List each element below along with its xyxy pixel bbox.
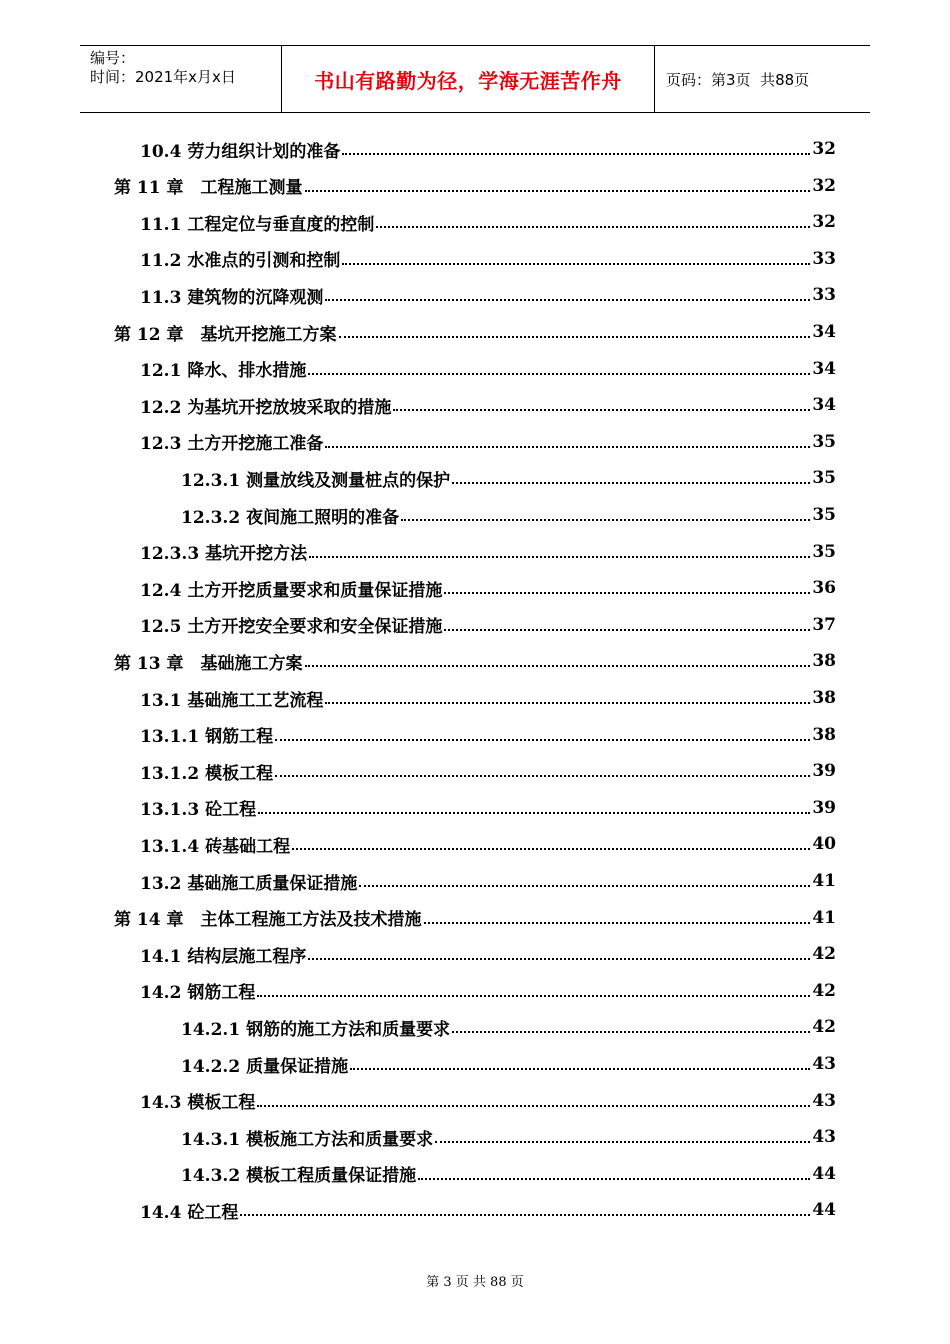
page-header bbox=[80, 45, 870, 113]
toc-entry[interactable] bbox=[140, 570, 836, 606]
toc-dot-leader bbox=[452, 468, 810, 488]
toc-entry-title: 14.3 模板工程 bbox=[140, 1093, 256, 1114]
toc-entry-page: 33 bbox=[812, 285, 836, 306]
toc-entry-title: 12.3.3 基坑开挖方法 bbox=[140, 544, 308, 565]
toc-entry-title: 12.2 为基坑开挖放坡采取的措施 bbox=[140, 397, 392, 418]
toc-entry[interactable] bbox=[140, 936, 836, 972]
toc-entry[interactable] bbox=[140, 424, 836, 460]
toc-dot-leader bbox=[424, 908, 811, 928]
toc-dot-leader bbox=[452, 1017, 810, 1037]
toc-entry-page: 35 bbox=[812, 541, 836, 562]
toc-entry[interactable] bbox=[181, 460, 836, 496]
toc-entry-page: 44 bbox=[812, 1200, 836, 1221]
header-page-info-text: 页码：第3页 共88页 bbox=[666, 70, 810, 89]
toc-entry[interactable] bbox=[140, 241, 836, 277]
header-time-label: 时间：2021年x月x日 bbox=[90, 68, 236, 86]
toc-entry-title: 第 14 章 主体工程施工方法及技术措施 bbox=[114, 910, 422, 931]
toc-entry-page: 39 bbox=[812, 761, 836, 782]
toc-entry-page: 32 bbox=[812, 175, 836, 196]
toc-dot-leader bbox=[325, 285, 810, 305]
toc-dot-leader bbox=[401, 505, 810, 525]
toc-entry[interactable] bbox=[140, 753, 836, 789]
toc-entry-title: 11.1 工程定位与垂直度的控制 bbox=[140, 214, 375, 235]
toc-entry-page: 43 bbox=[812, 1054, 836, 1074]
toc-dot-leader bbox=[418, 1164, 810, 1184]
toc-dot-leader bbox=[444, 615, 810, 635]
toc-entry-title: 13.1.1 钢筋工程 bbox=[140, 727, 274, 748]
toc-entry-page: 32 bbox=[812, 212, 836, 233]
toc-dot-leader bbox=[350, 1054, 810, 1074]
toc-entry-page: 42 bbox=[812, 980, 836, 1001]
toc-entry-title: 13.1.4 砖基础工程 bbox=[140, 836, 291, 857]
toc-entry[interactable] bbox=[181, 1119, 836, 1155]
toc-entry-page: 42 bbox=[812, 1017, 836, 1038]
toc-entry-page: 35 bbox=[812, 468, 836, 489]
toc-entry-page: 41 bbox=[812, 871, 836, 891]
toc-dot-leader bbox=[257, 1091, 810, 1111]
toc-entry-page: 34 bbox=[812, 322, 836, 342]
toc-entry-title: 13.2 基础施工质量保证措施 bbox=[140, 873, 358, 894]
toc-entry-page: 39 bbox=[812, 797, 836, 818]
toc-dot-leader bbox=[257, 981, 810, 1001]
toc-dot-leader bbox=[444, 578, 810, 598]
toc-entry[interactable] bbox=[140, 863, 836, 899]
toc-entry-page: 32 bbox=[812, 139, 836, 159]
toc-entry-page: 38 bbox=[812, 651, 836, 672]
header-page-info bbox=[666, 45, 866, 113]
toc-dot-leader bbox=[275, 725, 810, 745]
toc-entry-page: 35 bbox=[812, 505, 836, 525]
toc-entry[interactable] bbox=[114, 900, 836, 936]
toc-entry-title: 14.2 钢筋工程 bbox=[140, 983, 256, 1004]
toc-entry-title: 12.3.2 夜间施工照明的准备 bbox=[181, 507, 400, 528]
header-motto: 书山有路勤为径，学海无涯苦作舟 bbox=[314, 68, 622, 93]
toc-dot-leader bbox=[258, 798, 810, 818]
toc-entry-title: 11.3 建筑物的沉降观测 bbox=[140, 287, 324, 308]
toc-entry-title: 11.2 水准点的引测和控制 bbox=[140, 251, 341, 272]
toc-entry[interactable] bbox=[140, 826, 836, 862]
toc-dot-leader bbox=[435, 1127, 810, 1147]
toc-dot-leader bbox=[308, 359, 810, 379]
toc-dot-leader bbox=[325, 688, 810, 708]
toc-dot-leader bbox=[292, 834, 810, 854]
toc-entry-page: 40 bbox=[812, 834, 836, 855]
toc-entry-page: 41 bbox=[812, 907, 836, 928]
toc-entry[interactable] bbox=[140, 351, 836, 387]
toc-entry-title: 14.4 砼工程 bbox=[140, 1202, 239, 1223]
toc-entry[interactable] bbox=[140, 1083, 836, 1119]
toc-entry-title: 第 11 章 工程施工测量 bbox=[114, 178, 303, 199]
toc-dot-leader bbox=[305, 176, 811, 196]
toc-dot-leader bbox=[339, 322, 811, 342]
toc-entry[interactable] bbox=[114, 643, 836, 679]
toc-dot-leader bbox=[376, 212, 810, 232]
toc-entry[interactable] bbox=[140, 534, 836, 570]
toc-entry-title: 13.1 基础施工工艺流程 bbox=[140, 690, 324, 711]
header-divider bbox=[654, 45, 655, 113]
page-footer: 第 3 页 共 88 页 bbox=[426, 1275, 524, 1290]
toc-entry-title: 13.1.3 砼工程 bbox=[140, 800, 257, 821]
toc-dot-leader bbox=[305, 651, 811, 671]
toc-entry-title: 第 12 章 基坑开挖施工方案 bbox=[114, 324, 337, 345]
toc-entry-page: 34 bbox=[812, 395, 836, 416]
toc-entry-title: 14.3.1 模板施工方法和质量要求 bbox=[181, 1129, 434, 1150]
toc-entry-title: 第 13 章 基础施工方案 bbox=[114, 653, 303, 674]
toc-entry-page: 43 bbox=[812, 1127, 836, 1148]
toc-entry-page: 38 bbox=[812, 688, 836, 708]
toc-entry[interactable] bbox=[140, 973, 836, 1009]
toc-dot-leader bbox=[325, 432, 810, 452]
toc-entry-page: 33 bbox=[812, 248, 836, 269]
toc-dot-leader bbox=[240, 1200, 810, 1220]
toc-entry-title: 12.1 降水、排水措施 bbox=[140, 361, 307, 382]
toc-entry[interactable] bbox=[140, 387, 836, 423]
toc-entry-page: 34 bbox=[812, 358, 836, 379]
toc-entry-title: 14.2.2 质量保证措施 bbox=[181, 1056, 349, 1077]
toc-entry[interactable] bbox=[140, 790, 836, 826]
toc-dot-leader bbox=[359, 871, 810, 891]
toc-entry[interactable] bbox=[181, 1156, 836, 1192]
toc-entry-title: 10.4 劳力组织计划的准备 bbox=[140, 141, 341, 162]
toc-entry-page: 44 bbox=[812, 1163, 836, 1184]
toc-entry-title: 13.1.2 模板工程 bbox=[140, 763, 274, 784]
toc-entry[interactable] bbox=[140, 277, 836, 313]
toc-dot-leader bbox=[393, 395, 810, 415]
toc-entry[interactable] bbox=[140, 131, 836, 167]
toc-entry-page: 37 bbox=[812, 614, 836, 635]
toc-entry[interactable] bbox=[181, 1046, 836, 1082]
header-number-label: 编号： bbox=[90, 49, 136, 67]
toc-entry-title: 12.3.1 测量放线及测量桩点的保护 bbox=[181, 470, 451, 491]
toc-entry[interactable] bbox=[140, 1192, 836, 1228]
toc-dot-leader bbox=[308, 944, 810, 964]
header-meta bbox=[90, 49, 278, 87]
toc-dot-leader bbox=[342, 249, 810, 269]
toc-entry[interactable] bbox=[181, 1009, 836, 1045]
toc-entry-title: 12.3 土方开挖施工准备 bbox=[140, 434, 324, 455]
toc-entry-page: 35 bbox=[812, 431, 836, 452]
toc-entry-page: 36 bbox=[812, 578, 836, 599]
toc-dot-leader bbox=[342, 139, 810, 159]
toc-entry-title: 12.5 土方开挖安全要求和安全保证措施 bbox=[140, 617, 443, 638]
toc-entry[interactable] bbox=[140, 607, 836, 643]
toc-entry-page: 38 bbox=[812, 724, 836, 745]
toc-entry[interactable] bbox=[114, 314, 836, 350]
toc-entry-title: 14.3.2 模板工程质量保证措施 bbox=[181, 1166, 417, 1187]
toc-entry[interactable] bbox=[140, 204, 836, 240]
toc-entry[interactable] bbox=[140, 717, 836, 753]
toc-entry[interactable] bbox=[114, 168, 836, 204]
toc-entry-title: 14.2.1 钢筋的施工方法和质量要求 bbox=[181, 1019, 451, 1040]
toc-entry-page: 42 bbox=[812, 944, 836, 965]
toc-entry-title: 14.1 结构层施工程序 bbox=[140, 946, 307, 967]
toc-entry[interactable] bbox=[140, 680, 836, 716]
toc-entry-title: 12.4 土方开挖质量要求和质量保证措施 bbox=[140, 580, 443, 601]
toc-entry-page: 43 bbox=[812, 1090, 836, 1111]
toc-entry[interactable] bbox=[181, 497, 836, 533]
toc-dot-leader bbox=[275, 761, 810, 781]
toc-dot-leader bbox=[309, 542, 810, 562]
